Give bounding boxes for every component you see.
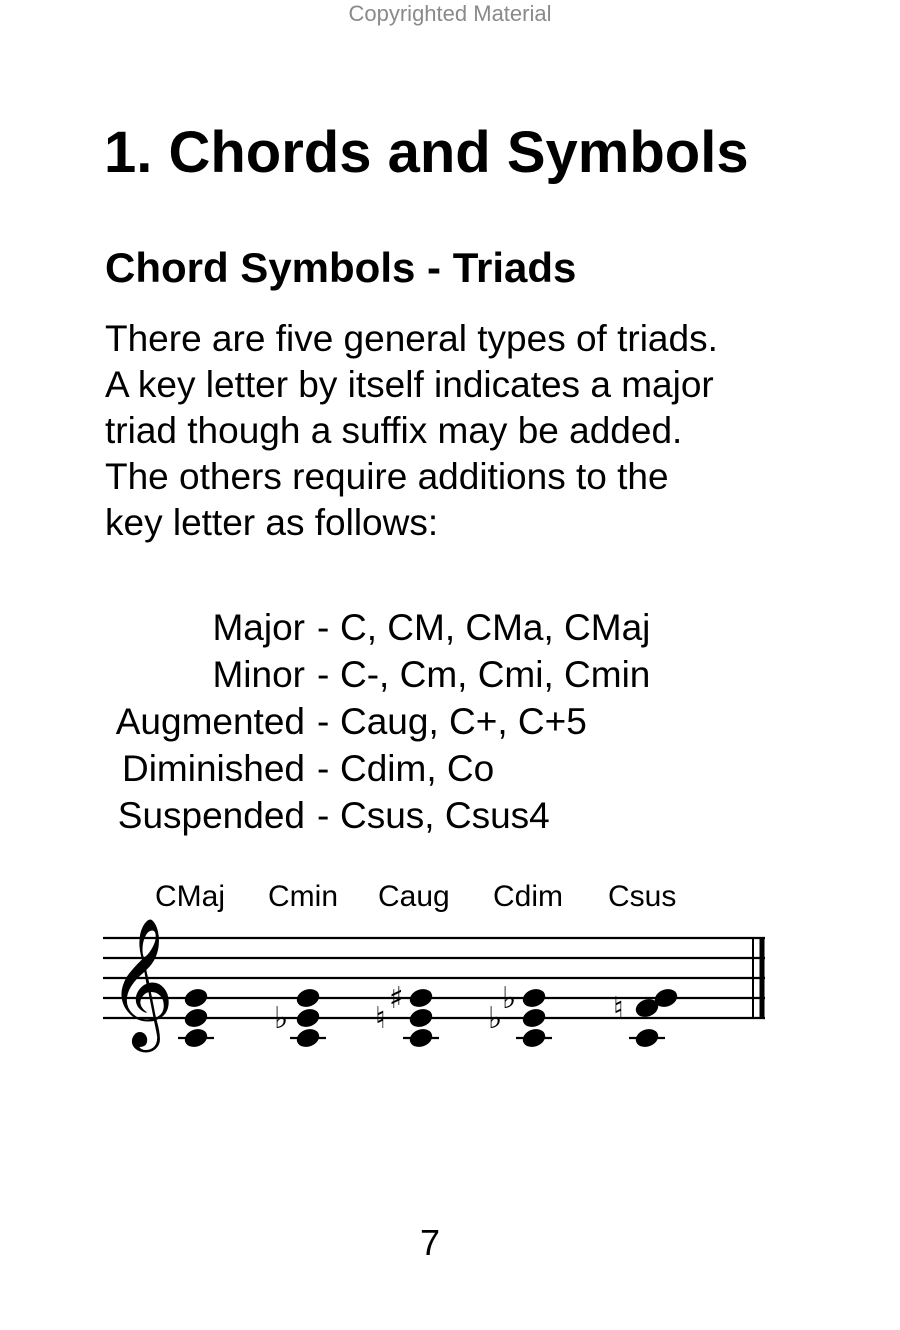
note-head [294,1026,321,1050]
chord-notes [488,981,552,1050]
note-head [633,1026,660,1050]
chord-type-row [0,604,900,651]
chord-label: Caug [378,880,450,913]
treble-clef-icon: 𝄞 [108,917,175,1047]
chord-type-forms: C, CM, CMa, CMaj [340,607,651,648]
chord-type-name: Diminished [121,748,305,789]
paragraph-line: The others require additions to the [105,456,669,497]
chord-type-forms: Csus, Csus4 [340,795,550,836]
chord-notes [375,981,439,1050]
note-head [182,1006,209,1030]
chord-label: Csus [608,880,677,913]
paragraph-line: There are five general types of triads. [105,318,718,359]
chord-type-row [0,792,900,839]
note-head [182,986,209,1010]
chord-type-separator: - [317,607,330,648]
note-head [182,1026,209,1050]
note-head [407,1006,434,1030]
chord-type-name: Suspended [117,795,305,836]
chord-label: Cmin [268,880,339,913]
chord-type-forms: C-, Cm, Cmi, Cmin [340,654,651,695]
natural-icon: ♮ [613,991,624,1026]
chord-type-name: Minor [212,654,305,695]
chord-staff-example [0,870,900,1070]
copyright-watermark: Copyrighted Material [348,1,552,26]
note-head [520,1006,547,1030]
chord-notes [274,986,326,1050]
section-heading: Chord Symbols - Triads [105,244,577,291]
flat-icon: ♭ [274,1001,289,1036]
chord-type-row [0,698,900,745]
chord-type-separator: - [317,701,330,742]
note-head [294,1006,321,1030]
note-head [407,986,434,1010]
chord-type-name: Major [212,607,305,648]
note-head [407,1026,434,1050]
music-staff [0,870,900,1070]
paragraph-line: key letter as follows: [105,502,439,543]
chord-type-forms: Caug, C+, C+5 [340,701,587,742]
chord-type-name: Augmented [115,701,305,742]
intro-paragraph [105,316,805,546]
note-head [294,986,321,1010]
chord-type-separator: - [317,748,330,789]
chord-type-forms: Cdim, Co [340,748,495,789]
page-number: 7 [419,1222,441,1263]
chord-types-list [0,604,900,839]
note-head [520,986,547,1010]
sharp-icon: ♯ [389,981,404,1016]
chord-type-row [0,651,900,698]
note-head [520,1026,547,1050]
paragraph-line: A key letter by itself indicates a major [105,364,714,405]
flat-icon: ♭ [502,981,517,1016]
paragraph-line: triad though a suffix may be added. [105,410,683,451]
chord-type-row [0,745,900,792]
chord-label: CMaj [155,880,226,913]
chapter-title: 1. Chords and Symbols [104,120,749,185]
chord-type-separator: - [317,795,330,836]
chord-label: Cdim [493,880,564,913]
flat-icon: ♭ [488,1001,503,1036]
natural-icon: ♮ [375,1001,386,1036]
chord-type-separator: - [317,654,330,695]
